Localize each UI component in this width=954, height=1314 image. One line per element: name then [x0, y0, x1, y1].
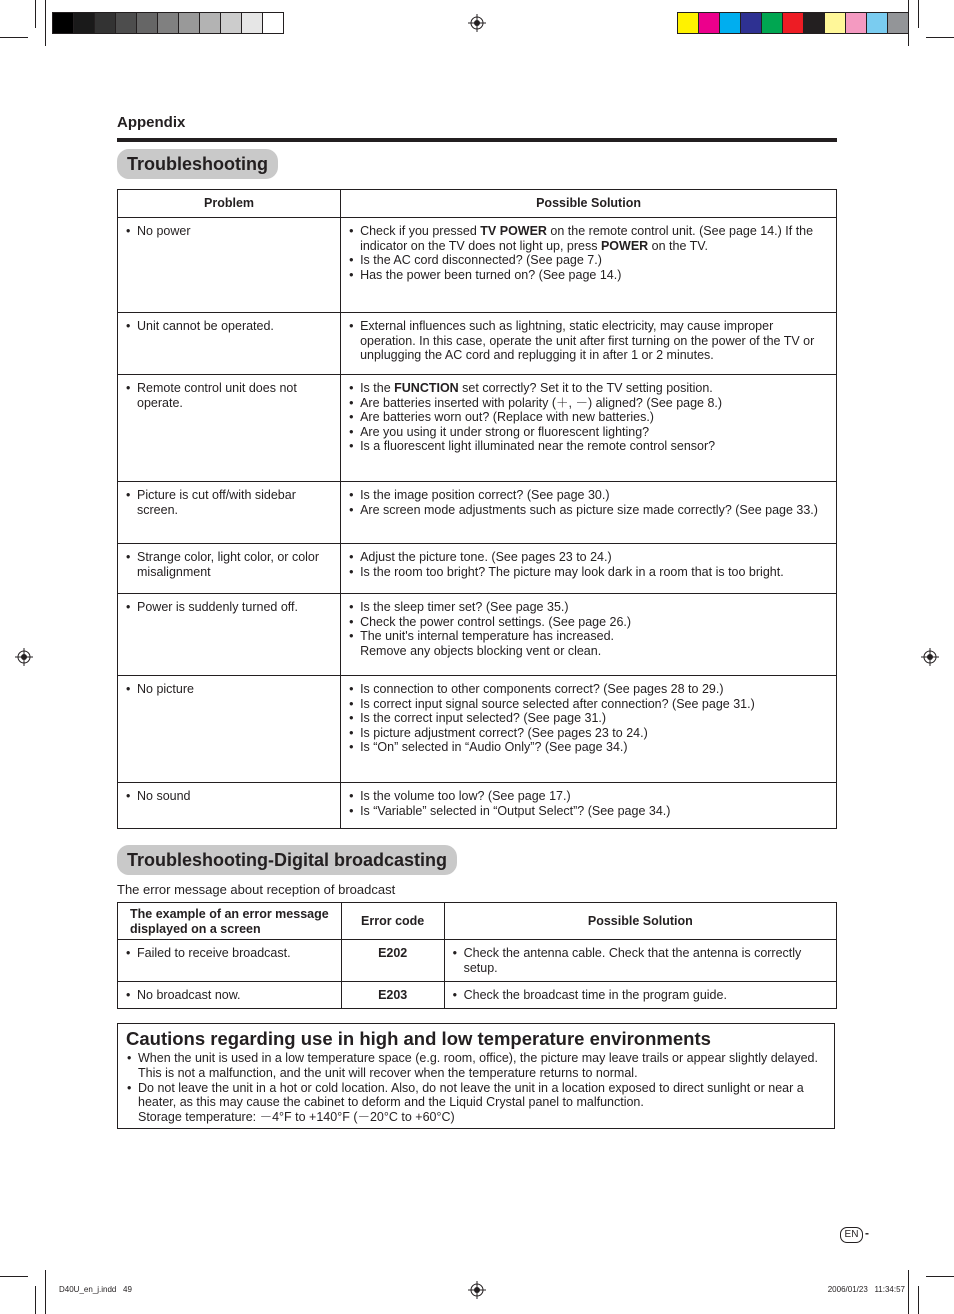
crop-mark	[45, 0, 46, 46]
solution-item	[347, 439, 830, 454]
error-message-list	[124, 988, 333, 1003]
solution-text: Is correct input signal source selected after connection? (See page 31.)	[360, 696, 755, 711]
solution-text: on the remote control unit. (See page 14.) If the indicator on the TV does not light up, press	[360, 224, 814, 253]
color-swatch	[783, 13, 804, 33]
solution-cell	[341, 783, 837, 829]
solution-text: Has the power been turned on? (See page 14.)	[360, 267, 622, 282]
solution-text: Is the image position correct? (See page 30.)	[360, 488, 610, 502]
solution-list	[347, 381, 830, 454]
crop-mark	[45, 1270, 46, 1314]
crop-mark	[0, 1276, 28, 1277]
solution-list	[347, 550, 830, 579]
problem-list	[124, 682, 332, 697]
table-row	[118, 375, 837, 482]
caution-text: When the unit is used in a low temperature space (e.g. room, office), the picture may leave trails or appear slightly delayed. This is not a malfunction, and the unit will recover when the temperature returns to normal.	[138, 1051, 818, 1080]
solution-text: Is connection to other components correct? (See pages 28 to 29.)	[360, 682, 724, 696]
color-swatch-strip	[677, 12, 909, 34]
color-swatch	[242, 13, 263, 33]
color-swatch	[741, 13, 762, 33]
solution-text: Check the power control settings. (See page 26.)	[360, 614, 632, 629]
solution-cell	[341, 218, 837, 313]
problem-list	[124, 550, 332, 579]
solution-cell	[341, 482, 837, 544]
problem-cell	[118, 594, 341, 676]
solution-text: Are batteries worn out? (Replace with new batteries.)	[360, 410, 654, 425]
key-name: POWER	[600, 238, 649, 253]
color-swatch	[74, 13, 95, 33]
problem-text: • No sound	[124, 789, 332, 804]
error-code-cell: E203	[341, 982, 444, 1009]
color-swatch	[95, 13, 116, 33]
solution-text: Is the room too bright? The picture may look dark in a room that is too bright.	[360, 564, 784, 579]
solution-text: The unit's internal temperature has increased.	[360, 629, 614, 644]
solution-text: External influences such as lightning, static electricity, may cause improper operation. In this case, operate the unit after first turning on the power of the TV or unplugging the AC cord and replugging it in after 1 or 2 minutes.	[360, 319, 815, 363]
solution-item	[347, 697, 830, 712]
solution-item	[347, 804, 830, 819]
digital-error-table	[117, 902, 837, 1009]
footer-file: D40U_en_j.indd 49	[59, 1285, 132, 1294]
solution-item: • Check the antenna cable. Check that the antenna is correctly setup.	[451, 946, 830, 975]
solution-item	[347, 789, 830, 804]
problem-list	[124, 381, 332, 410]
problem-text: • Strange color, light color, or color misalignment	[124, 550, 332, 579]
troubleshooting-heading: Troubleshooting	[117, 149, 278, 179]
troubleshooting-table	[117, 189, 837, 829]
error-code-cell: E202	[341, 940, 444, 982]
solution-item	[347, 396, 830, 411]
color-swatch	[678, 13, 699, 33]
solution-item	[347, 319, 830, 363]
column-header-example: The example of an error message displayed on a screen	[118, 903, 342, 940]
solution-text: Adjust the picture tone. (See pages 23 to 24.)	[360, 550, 612, 564]
solution-text: Check if you pressed	[360, 224, 481, 238]
solution-text: Is the AC cord disconnected? (See page 7.)	[360, 253, 602, 268]
crop-mark	[35, 1286, 36, 1314]
solution-item	[347, 565, 830, 580]
language-badge: EN	[840, 1227, 863, 1243]
digital-heading: Troubleshooting-Digital broadcasting	[117, 845, 457, 875]
color-swatch	[699, 13, 720, 33]
table-row	[118, 218, 837, 313]
solution-list	[347, 600, 830, 658]
problem-cell	[118, 482, 341, 544]
solution-item	[347, 682, 830, 697]
solution-item	[347, 629, 830, 658]
solution-cell	[444, 982, 836, 1009]
solution-text: Is “On” selected in “Audio Only”? (See page 34.)	[360, 740, 628, 755]
solution-text: Is the	[360, 381, 395, 395]
crop-mark	[0, 37, 28, 38]
solution-item	[347, 740, 830, 755]
solution-text: Is picture adjustment correct? (See pages 23 to 24.)	[360, 725, 648, 740]
color-swatch	[53, 13, 74, 33]
crop-mark	[918, 1286, 919, 1314]
problem-text: • No picture	[124, 682, 332, 697]
table-row	[118, 940, 837, 982]
solution-item	[347, 488, 830, 503]
solution-cell	[341, 594, 837, 676]
color-swatch	[116, 13, 137, 33]
problem-cell	[118, 676, 341, 783]
solution-text: Are screen mode adjustments such as picture size made correctly? (See page 33.)	[360, 502, 818, 517]
solution-list	[347, 789, 830, 818]
problem-cell	[118, 313, 341, 375]
color-swatch	[888, 13, 908, 33]
solution-cell	[341, 375, 837, 482]
gray-swatch-strip	[52, 12, 284, 34]
solution-item	[347, 600, 830, 615]
problem-list	[124, 224, 332, 239]
cautions-list	[125, 1051, 830, 1125]
error-message-cell	[118, 982, 342, 1009]
solution-item	[347, 726, 830, 741]
solution-item	[347, 711, 830, 726]
registration-mark-icon	[921, 648, 939, 666]
problem-cell	[118, 218, 341, 313]
problem-text: • Picture is cut off/with sidebar screen.	[124, 488, 332, 517]
solution-cell	[341, 676, 837, 783]
problem-text: • Power is suddenly turned off.	[124, 600, 332, 615]
solution-list	[451, 946, 830, 975]
crop-mark	[918, 0, 919, 28]
solution-list	[347, 488, 830, 517]
color-swatch	[804, 13, 825, 33]
solution-text: Is the sleep timer set? (See page 35.)	[360, 600, 569, 614]
problem-text: • Unit cannot be operated.	[124, 319, 332, 334]
solution-text: Is a fluorescent light illuminated near the remote control sensor?	[360, 439, 716, 454]
page-badge-suffix: -	[865, 1226, 869, 1240]
crop-mark	[35, 0, 36, 28]
problem-list	[124, 600, 332, 615]
caution-item	[125, 1081, 830, 1125]
solution-item	[347, 224, 830, 253]
error-message-text: • No broadcast now.	[124, 988, 333, 1003]
column-header-error-code: Error code	[341, 903, 444, 940]
solution-item	[347, 503, 830, 518]
color-swatch	[825, 13, 846, 33]
solution-text: Is the volume too low? (See page 17.)	[360, 789, 571, 803]
registration-mark-icon	[15, 648, 33, 666]
caution-item	[125, 1051, 830, 1081]
section-rule	[117, 138, 837, 142]
problem-text: • Remote control unit does not operate.	[124, 381, 332, 410]
color-swatch	[200, 13, 221, 33]
crop-mark	[926, 1276, 954, 1277]
solution-list	[451, 988, 830, 1003]
solution-item	[347, 253, 830, 268]
solution-item: • Check the broadcast time in the program guide.	[451, 988, 830, 1003]
problem-list	[124, 789, 332, 804]
color-swatch	[867, 13, 888, 33]
solution-list	[347, 319, 830, 363]
color-swatch	[158, 13, 179, 33]
color-swatch	[179, 13, 200, 33]
column-header-solution: Possible Solution	[444, 903, 836, 940]
table-row	[118, 982, 837, 1009]
solution-cell	[341, 544, 837, 594]
solution-item	[347, 381, 830, 396]
color-swatch	[762, 13, 783, 33]
caution-text: Do not leave the unit in a hot or cold location. Also, do not leave the unit in a location exposed to direct sunlight or near a heater, as this may cause the cabinet to deform and the Liquid Crystal panel to malfunction.	[138, 1080, 804, 1110]
crop-mark	[908, 1270, 909, 1314]
solution-cell	[444, 940, 836, 982]
solution-text: Are batteries inserted with polarity (＋, －) aligned? (See page 8.)	[360, 395, 723, 410]
solution-item	[347, 615, 830, 630]
color-swatch	[263, 13, 283, 33]
problem-cell	[118, 783, 341, 829]
solution-text: Is “Variable” selected in “Output Select”? (See page 34.)	[360, 803, 671, 818]
digital-intro: The error message about reception of broadcast	[117, 882, 396, 897]
table-row	[118, 544, 837, 594]
problem-text: • No power	[124, 224, 332, 239]
color-swatch	[720, 13, 741, 33]
table-row	[118, 594, 837, 676]
table-row	[118, 676, 837, 783]
problem-list	[124, 488, 332, 517]
column-header-problem: Problem	[118, 190, 341, 218]
cautions-box	[117, 1023, 835, 1129]
key-name: TV POWER	[480, 224, 547, 238]
solution-item	[347, 268, 830, 283]
crop-mark	[926, 37, 954, 38]
problem-cell	[118, 375, 341, 482]
problem-list	[124, 319, 332, 334]
registration-mark-icon	[468, 1281, 486, 1299]
solution-text: Are you using it under strong or fluorescent lighting?	[360, 424, 650, 439]
table-row	[118, 783, 837, 829]
error-message-list	[124, 946, 333, 961]
solution-item	[347, 550, 830, 565]
error-message-cell	[118, 940, 342, 982]
solution-text: Is the correct input selected? (See page 31.)	[360, 711, 607, 726]
solution-cell	[341, 313, 837, 375]
solution-list	[347, 224, 830, 282]
problem-cell	[118, 544, 341, 594]
solution-text: set correctly? Set it to the TV setting position.	[458, 381, 713, 395]
key-name: FUNCTION	[394, 381, 459, 395]
table-row	[118, 482, 837, 544]
color-swatch	[846, 13, 867, 33]
solution-list	[347, 682, 830, 755]
registration-mark-icon	[468, 14, 486, 32]
table-row	[118, 313, 837, 375]
footer-datetime: 2006/01/23 11:34:57	[827, 1285, 905, 1294]
caution-text: Storage temperature: －4°F to +140°F (－20°C to +60°C)	[138, 1110, 455, 1125]
solution-item	[347, 410, 830, 425]
cautions-title: Cautions regarding use in high and low temperature environments	[126, 1028, 711, 1049]
color-swatch	[221, 13, 242, 33]
error-message-text: • Failed to receive broadcast.	[124, 946, 333, 961]
column-header-solution: Possible Solution	[341, 190, 837, 218]
section-label: Appendix	[117, 114, 186, 131]
color-swatch	[137, 13, 158, 33]
solution-text: Remove any objects blocking vent or clean.	[360, 643, 602, 658]
solution-item	[347, 425, 830, 440]
solution-text: on the TV.	[648, 238, 708, 253]
